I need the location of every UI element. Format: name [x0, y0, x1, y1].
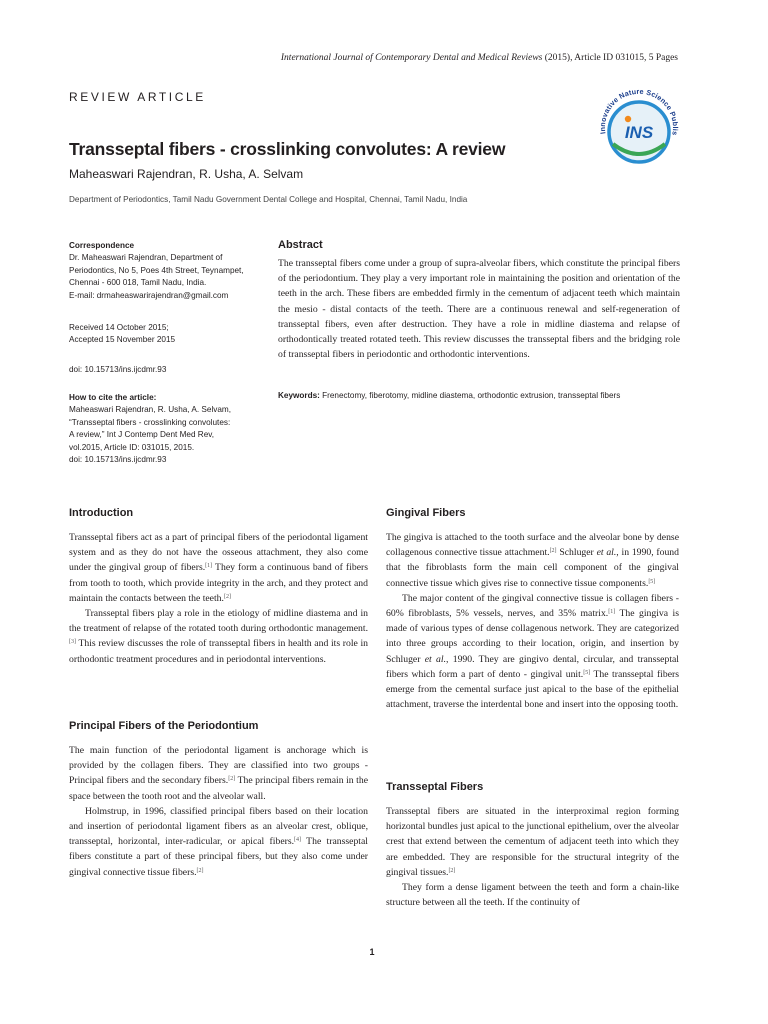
article-title: Transseptal fibers - crosslinking convolutes: A review	[69, 139, 506, 159]
citation-line: A review,” Int J Contemp Dent Med Rev,	[69, 430, 215, 440]
abstract-text: The transseptal fibers come under a group of supra-alveolar fibers, which constitute the principal fibers of the periodontium. They play a very important role in maintaining the position and orientation of the teeth in the arch. These fibers are embedded firmly in the cementum of adjacent teeth which maintain the mesio - distal contacts of the teeth. There are a continuous renewal and self-regeneration of transseptal fibers, even after destruction. They have a role in midline diastema and relapse of orthodontically treated rotated teeth. This review discusses the transseptal fibers and the bridging role of transseptal fibers in periodontic and orthodontic interventions.	[278, 258, 680, 361]
citation-ref: [1]	[205, 563, 213, 570]
section-body-introduction	[69, 530, 368, 667]
section-body-gingival-fibers	[386, 530, 679, 712]
citation-ref: [5]	[648, 578, 656, 585]
keywords-label: Keywords:	[278, 391, 320, 400]
section-heading-gingival-fibers: Gingival Fibers	[386, 507, 466, 519]
correspondence-email: E-mail: drmaheaswarirajendran@gmail.com	[69, 290, 229, 300]
citation-ref: [4]	[294, 837, 302, 844]
paragraph: Transseptal fibers are situated in the interproximal region forming horizontal bundles just apical to the junctional epithelium, over the alveolar crest that extend between the cementum of adjacent teeth into which they are embedded. They are responsible for the structural integrity of the gingival tissues.[2]	[386, 806, 679, 878]
citation-line: Maheaswari Rajendran, R. Usha, A. Selvam,	[69, 405, 232, 415]
author-list: Maheaswari Rajendran, R. Usha, A. Selvam	[69, 167, 304, 181]
publisher-logo	[596, 72, 682, 168]
section-body-principal-fibers	[69, 743, 368, 880]
correspondence-block	[69, 240, 269, 302]
section-heading-introduction: Introduction	[69, 507, 134, 519]
section-heading-principal-fibers: Principal Fibers of the Periodontium	[69, 720, 259, 732]
citation-line: vol.2015, Article ID: 031015, 2015.	[69, 442, 195, 452]
journal-article-info: (2015), Article ID 031015, 5 Pages	[542, 53, 678, 63]
author-affiliation: Department of Periodontics, Tamil Nadu Government Dental College and Hospital, Chennai, Tamil Nadu, India	[69, 195, 468, 204]
citation-ref: [2]	[228, 776, 236, 783]
paragraph: The major content of the gingival connective tissue is collagen fibers - 60% fibroblasts, 5% vessels, nerves, and 35% matrix.[1] The gingiva is made of various types of dense collagenous network. They are categorized into three groups according to their location, origin, and insertion by Schluger et al., 1990. They are gingivo dental, circular, and transseptal fibers which form a part of dento - gingival unit.[5] The transseptal fibers emerge from the cemental surface just apical to the base of the epithelial attachment, traverse the interdental bone and insert into the opposing tooth.	[386, 592, 679, 711]
page-number: 1	[369, 947, 375, 957]
paragraph: Transseptal fibers play a role in the etiology of midline diastema and in the treatment of relapse of the rotated tooth during orthodontic management.[3] This review discusses the role of transseptal fibers in health and its role in orthodontic treatment procedures and in periodontal interventions.	[69, 608, 368, 665]
correspondence-line: Dr. Maheaswari Rajendran, Department of	[69, 253, 223, 263]
doi-line: doi: 10.15713/ins.ijcdmr.93	[69, 365, 167, 374]
citation-ref: [2]	[448, 867, 456, 874]
correspondence-heading: Correspondence	[69, 241, 135, 250]
citation-ref: [2]	[549, 548, 557, 555]
citation-line: doi: 10.15713/ins.ijcdmr.93	[69, 455, 167, 465]
paragraph: The main function of the periodontal ligament is anchorage which is provided by the collagen fibers. They are classified into two groups - Principal fibers and the secondary fibers.[2] The principal fibers remain in the space between the tooth root and the alveolar wall.	[69, 745, 368, 802]
keywords-line	[278, 391, 680, 400]
article-type-label: REVIEW ARTICLE	[69, 90, 206, 104]
received-date: Received 14 October 2015;	[69, 323, 169, 332]
citation-ref: [5]	[583, 669, 591, 676]
paragraph: They form a dense ligament between the teeth and form a chain-like structure between all the teeth. If the continuity of	[386, 882, 679, 909]
citation-heading: How to cite the article:	[69, 393, 157, 402]
keywords-list: Frenectomy, fiberotomy, midline diastema, orthodontic extrusion, transseptal fibers	[319, 391, 621, 400]
accepted-date: Accepted 15 November 2015	[69, 335, 176, 345]
paragraph: Holmstrup, in 1996, classified principal fibers based on their location and insertion of periodontal ligament fibers as an alveolar crest, oblique, transseptal, horizontal, inter-radicular, or apical fibers.[4] The transseptal fibers constitute a part of these principal fibers, but they also come under gingival connective tissue fibers.[2]	[69, 805, 368, 878]
section-heading-transseptal-fibers: Transseptal Fibers	[386, 781, 484, 793]
citation-block	[69, 392, 269, 466]
citation-line: “Transseptal fibers - crosslinking convolutes:	[69, 417, 231, 427]
section-body-transseptal-fibers	[386, 804, 679, 910]
journal-citation-line	[200, 53, 678, 63]
paragraph: The gingiva is attached to the tooth surface and the alveolar bone by dense collagenous connective tissue attachment.[2] Schluger et al., in 1990, found that the fibroblasts form the main cell component of the gingival connective tissue which gives rise to connective tissue components.[5]	[386, 532, 679, 589]
logo-ring-text: Innovative Nature Science Publis	[597, 86, 681, 137]
paragraph: Transseptal fibers act as a part of principal fibers of the periodontal ligament system and as they do not have the osseous attachment, they also come under the gingival group of fibers.[1] They form a continuous band of fibers from tooth to tooth, which provide integrity in the arch, and they protect and maintain the contacts between the teeth.[2]	[69, 532, 368, 604]
logo-mark: INS	[624, 123, 654, 142]
citation-ref: [2]	[196, 867, 204, 874]
correspondence-line: Chennai - 600 018, Tamil Nadu, India.	[69, 278, 207, 288]
abstract-heading: Abstract	[278, 239, 323, 251]
correspondence-line: Periodontics, No 5, Poes 4th Street, Teynampet,	[69, 265, 244, 275]
dates-block	[69, 322, 269, 347]
citation-ref: [1]	[608, 609, 616, 616]
citation-ref: [3]	[69, 639, 76, 646]
citation-ref: [2]	[223, 593, 231, 600]
journal-name: International Journal of Contemporary Dental and Medical Reviews	[280, 53, 543, 63]
